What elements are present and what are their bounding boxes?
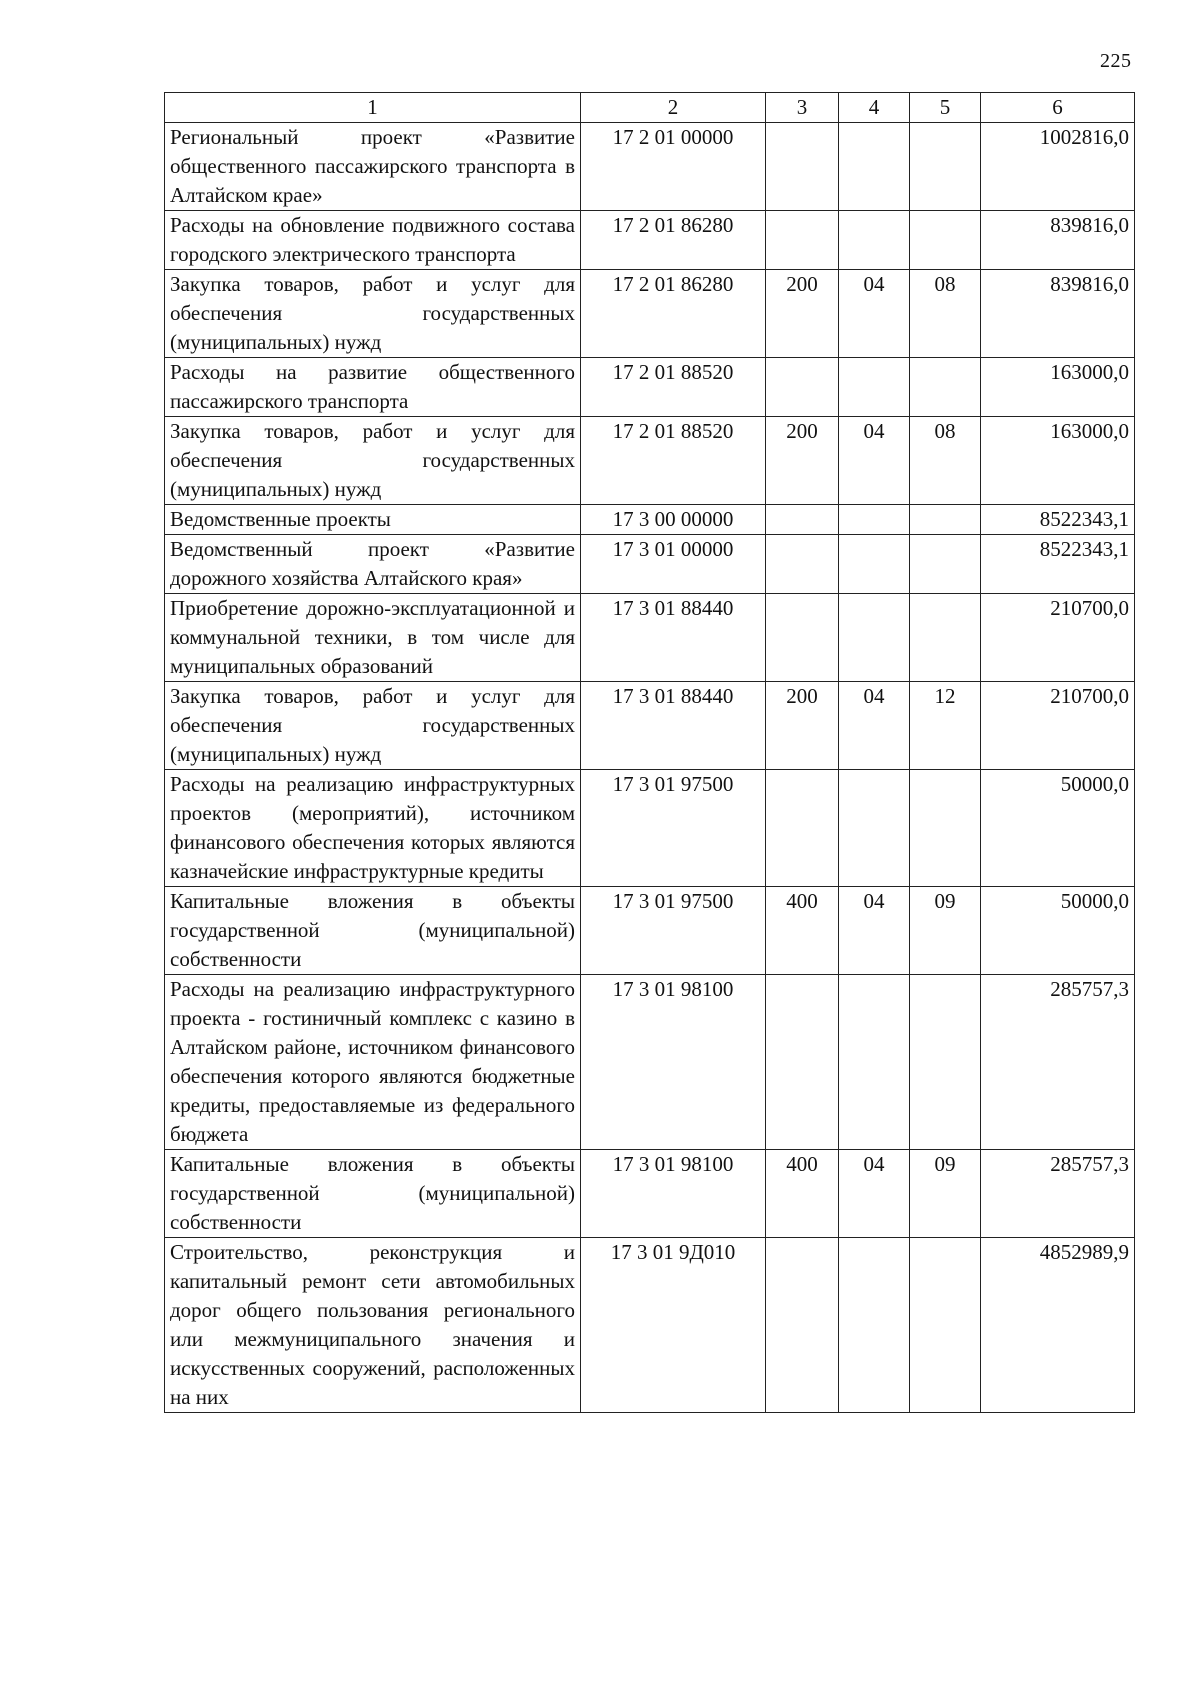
row-name-cell: Закупка товаров, работ и услуг для обеспечения государственных (муниципальных) нужд [165, 270, 581, 358]
row-code-cell: 17 3 01 97500 [581, 887, 766, 975]
row-col5-cell [910, 1238, 981, 1413]
table-body [165, 123, 1135, 1413]
row-col3-cell [766, 535, 839, 594]
row-sum-cell: 163000,0 [981, 417, 1135, 505]
row-col3-cell: 400 [766, 887, 839, 975]
row-col4-cell [839, 594, 910, 682]
table-row [165, 594, 1135, 682]
row-sum-cell: 8522343,1 [981, 505, 1135, 535]
column-header: 2 [581, 93, 766, 123]
row-col4-cell [839, 505, 910, 535]
row-col4-cell [839, 211, 910, 270]
row-col5-cell [910, 975, 981, 1150]
row-col5-cell [910, 123, 981, 211]
row-col4-cell: 04 [839, 1150, 910, 1238]
row-sum-cell: 839816,0 [981, 270, 1135, 358]
table-row [165, 535, 1135, 594]
row-col3-cell: 400 [766, 1150, 839, 1238]
row-sum-cell: 210700,0 [981, 594, 1135, 682]
row-code-cell: 17 2 01 88520 [581, 417, 766, 505]
row-name-cell: Расходы на реализацию инфраструктурных проектов (мероприятий), источником финансового обеспечения которых являются казначейские инфраструктурные кредиты [165, 770, 581, 887]
row-col5-cell: 08 [910, 417, 981, 505]
row-name-cell: Ведомственный проект «Развитие дорожного хозяйства Алтайского края» [165, 535, 581, 594]
row-col5-cell [910, 594, 981, 682]
row-col5-cell: 09 [910, 887, 981, 975]
row-col5-cell [910, 358, 981, 417]
row-code-cell: 17 3 01 88440 [581, 682, 766, 770]
row-sum-cell: 8522343,1 [981, 535, 1135, 594]
row-col4-cell: 04 [839, 682, 910, 770]
row-sum-cell: 839816,0 [981, 211, 1135, 270]
column-header: 3 [766, 93, 839, 123]
row-sum-cell: 1002816,0 [981, 123, 1135, 211]
row-sum-cell: 285757,3 [981, 1150, 1135, 1238]
row-code-cell: 17 2 01 00000 [581, 123, 766, 211]
row-name-cell: Расходы на обновление подвижного состава городского электрического транспорта [165, 211, 581, 270]
table-header-row [165, 93, 1135, 123]
column-header: 1 [165, 93, 581, 123]
row-code-cell: 17 2 01 86280 [581, 270, 766, 358]
row-code-cell: 17 3 01 98100 [581, 975, 766, 1150]
row-sum-cell: 50000,0 [981, 770, 1135, 887]
row-col3-cell [766, 594, 839, 682]
row-name-cell: Расходы на реализацию инфраструктурного проекта - гостиничный комплекс с казино в Алтайском районе, источником финансового обеспечения которого являются бюджетные кредиты, предоставляемые из федерального бюджета [165, 975, 581, 1150]
row-col5-cell [910, 505, 981, 535]
row-sum-cell: 285757,3 [981, 975, 1135, 1150]
row-name-cell: Ведомственные проекты [165, 505, 581, 535]
table-row [165, 270, 1135, 358]
row-code-cell: 17 3 01 00000 [581, 535, 766, 594]
row-col4-cell [839, 770, 910, 887]
column-header: 4 [839, 93, 910, 123]
row-col4-cell: 04 [839, 270, 910, 358]
table-row [165, 770, 1135, 887]
row-sum-cell: 4852989,9 [981, 1238, 1135, 1413]
budget-table [164, 92, 1135, 1413]
row-code-cell: 17 3 01 97500 [581, 770, 766, 887]
row-code-cell: 17 3 01 9Д010 [581, 1238, 766, 1413]
row-col5-cell [910, 770, 981, 887]
column-header: 5 [910, 93, 981, 123]
row-code-cell: 17 3 00 00000 [581, 505, 766, 535]
table-row [165, 682, 1135, 770]
table-row [165, 505, 1135, 535]
row-col3-cell [766, 975, 839, 1150]
row-col5-cell: 08 [910, 270, 981, 358]
row-name-cell: Капитальные вложения в объекты государственной (муниципальной) собственности [165, 887, 581, 975]
row-col3-cell [766, 505, 839, 535]
column-header: 6 [981, 93, 1135, 123]
row-name-cell: Капитальные вложения в объекты государственной (муниципальной) собственности [165, 1150, 581, 1238]
row-col4-cell: 04 [839, 887, 910, 975]
row-name-cell: Приобретение дорожно-эксплуатационной и коммунальной техники, в том числе для муниципальных образований [165, 594, 581, 682]
row-col5-cell: 12 [910, 682, 981, 770]
table-row [165, 1238, 1135, 1413]
page-number: 225 [1100, 50, 1132, 72]
row-sum-cell: 50000,0 [981, 887, 1135, 975]
row-col4-cell [839, 1238, 910, 1413]
row-code-cell: 17 3 01 88440 [581, 594, 766, 682]
row-name-cell: Закупка товаров, работ и услуг для обеспечения государственных (муниципальных) нужд [165, 417, 581, 505]
row-col4-cell: 04 [839, 417, 910, 505]
row-name-cell: Закупка товаров, работ и услуг для обеспечения государственных (муниципальных) нужд [165, 682, 581, 770]
table-row [165, 358, 1135, 417]
row-col4-cell [839, 358, 910, 417]
row-col4-cell [839, 975, 910, 1150]
table-row [165, 1150, 1135, 1238]
table-row [165, 975, 1135, 1150]
row-col3-cell: 200 [766, 417, 839, 505]
row-name-cell: Строительство, реконструкция и капитальный ремонт сети автомобильных дорог общего пользования регионального или межмуниципального значения и искусственных сооружений, расположенных на них [165, 1238, 581, 1413]
row-col4-cell [839, 123, 910, 211]
row-col3-cell [766, 123, 839, 211]
row-code-cell: 17 2 01 88520 [581, 358, 766, 417]
row-code-cell: 17 2 01 86280 [581, 211, 766, 270]
table-row [165, 417, 1135, 505]
table-row [165, 123, 1135, 211]
row-col5-cell [910, 211, 981, 270]
row-col3-cell [766, 1238, 839, 1413]
row-col3-cell [766, 211, 839, 270]
row-col5-cell [910, 535, 981, 594]
row-col3-cell [766, 770, 839, 887]
row-col3-cell [766, 358, 839, 417]
row-name-cell: Региональный проект «Развитие общественного пассажирского транспорта в Алтайском крае» [165, 123, 581, 211]
row-code-cell: 17 3 01 98100 [581, 1150, 766, 1238]
row-sum-cell: 210700,0 [981, 682, 1135, 770]
row-sum-cell: 163000,0 [981, 358, 1135, 417]
row-col3-cell: 200 [766, 270, 839, 358]
row-name-cell: Расходы на развитие общественного пассажирского транспорта [165, 358, 581, 417]
table-row [165, 887, 1135, 975]
table-row [165, 211, 1135, 270]
row-col3-cell: 200 [766, 682, 839, 770]
row-col4-cell [839, 535, 910, 594]
row-col5-cell: 09 [910, 1150, 981, 1238]
